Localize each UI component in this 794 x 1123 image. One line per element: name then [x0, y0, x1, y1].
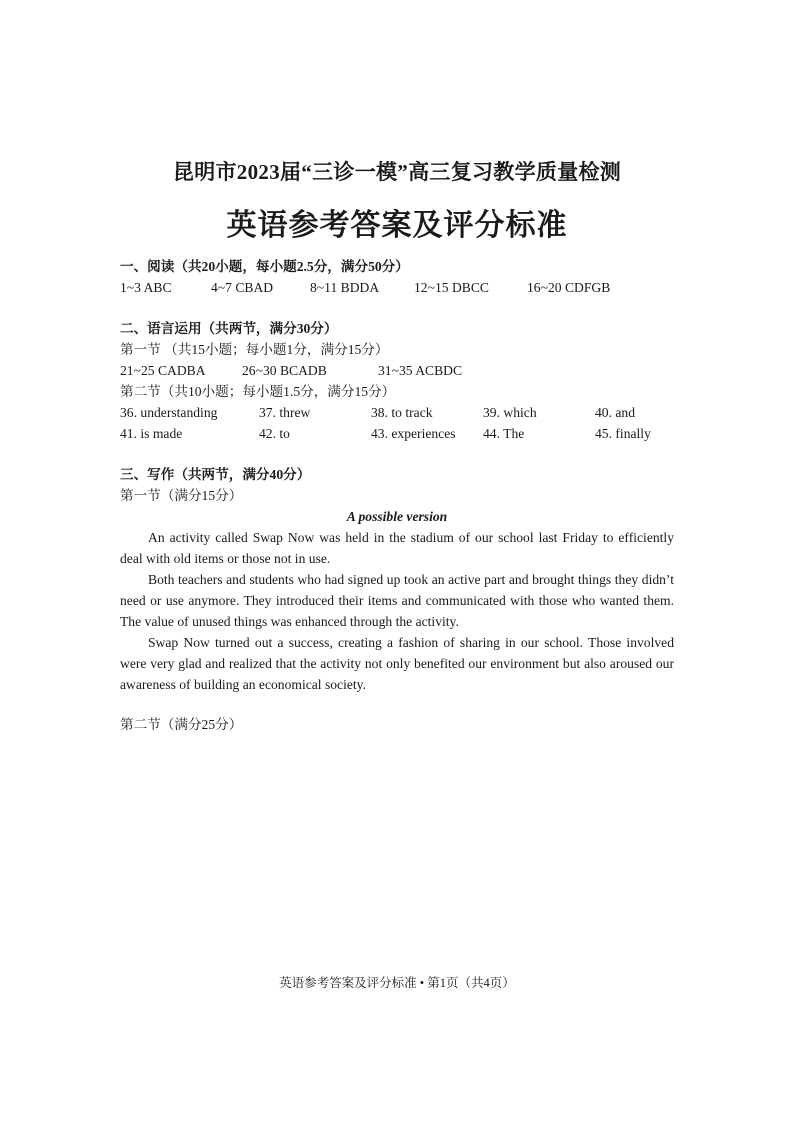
answer-item: 41. is made — [120, 426, 183, 441]
answer-item: 43. experiences — [371, 426, 456, 441]
answer-group: 1~3 ABC — [120, 280, 172, 295]
answer-item: 36. understanding — [120, 405, 218, 420]
essay-paragraph: Both teachers and students who had signed up took an active part and brought things they didn’t need or use anymore. They introduced their items and communicated with those who wanted them. The value of unused things was enhanced through the activity. — [120, 572, 674, 629]
page-footer: 英语参考答案及评分标准 • 第1页（共4页） — [279, 976, 515, 990]
answer-item: 40. and — [595, 405, 636, 420]
answer-item: 37. threw — [259, 405, 311, 420]
answer-group: 16~20 CDFGB — [527, 280, 611, 295]
answer-item: 44. The — [483, 426, 525, 441]
answer-item: 42. to — [259, 426, 290, 441]
section2-part1-heading: 第一节 （共15小题；每小题1分，满分15分） — [120, 342, 389, 357]
answer-group: 31~35 ACBDC — [378, 363, 463, 378]
document-subtitle: 英语参考答案及评分标准 — [226, 209, 568, 242]
document-title: 昆明市2023届“三诊一模”高三复习教学质量检测 — [172, 160, 622, 184]
answer-group: 4~7 CBAD — [211, 280, 274, 295]
section3-heading: 三、写作（共两节，满分40分） — [120, 467, 311, 482]
section3-part1-heading: 第一节（满分15分） — [120, 488, 243, 503]
essay-paragraph: An activity called Swap Now was held in the stadium of our school last Friday to efficiently deal with old items or those not in use. — [120, 530, 674, 566]
answer-group: 21~25 CADBA — [120, 363, 206, 378]
essay-paragraph: Swap Now turned out a success, creating a fashion of sharing in our school. Those involved were very glad and realized that the activity not only benefited our environment but also aroused our awareness of building an economical society. — [120, 635, 674, 692]
answer-group: 12~15 DBCC — [414, 280, 489, 295]
answer-group: 8~11 BDDA — [310, 280, 380, 295]
answer-group: 26~30 BCADB — [242, 363, 327, 378]
section2-heading: 二、语言运用（共两节，满分30分） — [120, 321, 338, 336]
section2-part2-heading: 第二节（共10小题；每小题1.5分，满分15分） — [120, 384, 396, 399]
version-title: A possible version — [346, 509, 448, 524]
answer-item: 38. to track — [371, 405, 433, 420]
section1-heading: 一、阅读（共20小题，每小题2.5分，满分50分） — [120, 259, 409, 274]
answer-item: 39. which — [483, 405, 537, 420]
section3-part2-heading: 第二节（满分25分） — [120, 717, 243, 732]
answer-item: 45. finally — [595, 426, 651, 441]
